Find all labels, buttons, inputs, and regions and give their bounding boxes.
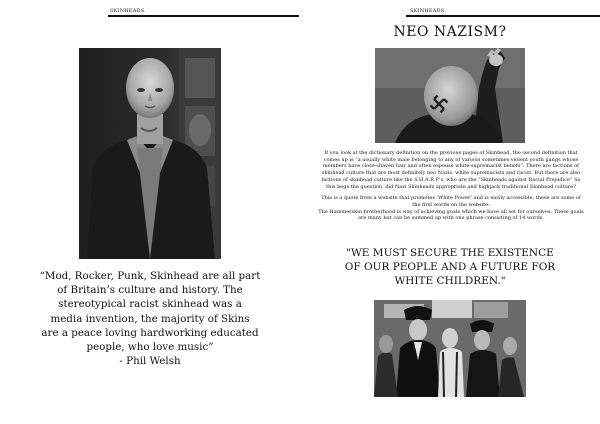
pull-quote xyxy=(320,246,580,288)
pull-quote-line: WHITE CHILDREN." xyxy=(394,275,506,287)
portrait-photo xyxy=(79,48,221,259)
page-title: NEO NAZISM? xyxy=(393,24,507,40)
quote-line: “Mod, Rocker, Punk, Skinhead are all part xyxy=(39,270,261,282)
quote-line: stereotypical racist skinhead was a xyxy=(58,298,242,311)
march-photo xyxy=(374,300,526,397)
right-header-rule xyxy=(406,15,600,17)
body-paragraph: If you look at the dictionary definition on the previous pages of Skinhead, the second definition that comes up is “a usually white male belonging to any of various sometimes violent youth gangs whose members have close-shaven hair and often espouse white-supremacist beliefs”. There are factions of skinhead culture that are most definitely neo Nazis, white supremacists and racist. But there are also factions of skinhead culture like the S.H.A.R.P’s, who are the “Skinheads against Racial Prejudice” So this begs the question, did Nazi Skinheads appropriate and highjack traditional Skinhead culture? xyxy=(321,150,581,190)
pull-quote-line: OF OUR PEOPLE AND A FUTURE FOR xyxy=(344,261,556,273)
left-running-head: SKINHEADS. xyxy=(110,8,146,14)
quote-attribution: - Phil Welsh xyxy=(119,355,181,368)
quote-line: of Britain’s culture and history. The xyxy=(57,284,243,297)
quote-line: people, who love music” xyxy=(86,341,214,354)
right-page xyxy=(300,0,600,424)
body-paragraph: The Hammerskin brotherhood is way of achieving goals which we have all set for ourselves. These goals are many but can be summed up with one phrase consisting of 14 words. xyxy=(318,208,584,222)
article-body xyxy=(318,150,584,227)
pull-quote-line: "WE MUST SECURE THE EXISTENCE xyxy=(346,247,554,259)
phil-welsh-quote xyxy=(36,269,264,368)
left-header-rule xyxy=(108,15,299,17)
right-running-head: SKINHEADS. xyxy=(410,8,446,14)
quote-line: are a peace loving hardworking educated xyxy=(41,326,259,339)
quote-line: media invention, the majority of Skins xyxy=(50,312,250,325)
body-paragraph: This is a quote from a website that promotes ‘White Power’ and is easily accessible; these are some of the first words on the website: xyxy=(321,195,581,208)
salute-photo xyxy=(375,48,525,143)
